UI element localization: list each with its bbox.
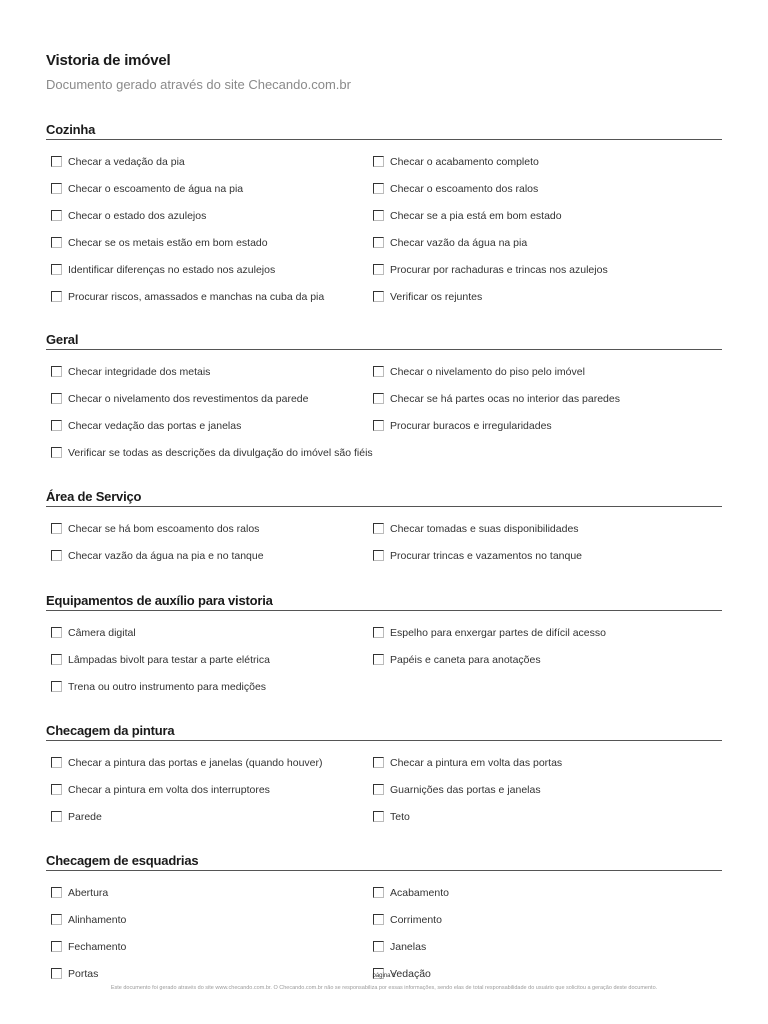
checklist-item[interactable] (46, 256, 368, 283)
checkbox[interactable] (373, 210, 384, 221)
checkbox[interactable] (51, 393, 62, 404)
section-heading: Área de Serviço (46, 489, 722, 507)
checklist-item[interactable] (368, 229, 722, 256)
section-area-de-servico (46, 489, 722, 569)
checklist-item-label: Procurar riscos, amassados e manchas na cuba da pia (68, 290, 325, 303)
checklist-item[interactable] (46, 542, 368, 569)
checklist-item-label: Checar se há partes ocas no interior das paredes (390, 392, 620, 405)
checklist-item-label: Parede (68, 810, 102, 823)
checklist-item[interactable] (368, 148, 722, 175)
checklist-item-label: Papéis e caneta para anotações (390, 653, 541, 666)
section-heading: Equipamentos de auxílio para vistoria (46, 593, 722, 611)
checklist-item-label: Checar se a pia está em bom estado (390, 209, 562, 222)
checkbox[interactable] (373, 420, 384, 431)
checklist-item-label: Fechamento (68, 940, 127, 953)
checkbox[interactable] (373, 757, 384, 768)
checklist-item[interactable] (46, 515, 368, 542)
checklist-item-label: Checar se os metais estão em bom estado (68, 236, 268, 249)
checklist-item[interactable] (368, 646, 722, 673)
checkbox[interactable] (373, 784, 384, 795)
checkbox[interactable] (51, 914, 62, 925)
checkbox[interactable] (373, 887, 384, 898)
checklist-item-label: Checar o acabamento completo (390, 155, 539, 168)
checkbox[interactable] (373, 264, 384, 275)
checklist-item-label: Checar vazão da água na pia (390, 236, 528, 249)
checklist-item[interactable] (368, 358, 722, 385)
checkbox[interactable] (51, 156, 62, 167)
section-heading: Checagem de esquadrias (46, 853, 722, 871)
checklist-item-label: Janelas (390, 940, 427, 953)
checklist-item[interactable] (46, 906, 368, 933)
checkbox[interactable] (51, 291, 62, 302)
checklist (46, 515, 722, 569)
section-heading: Checagem da pintura (46, 723, 722, 741)
checklist-item-label: Corrimento (390, 913, 442, 926)
checklist-item-label: Checar o nivelamento do piso pelo imóvel (390, 365, 585, 378)
checklist-item-label: Checar o nivelamento dos revestimentos da parede (68, 392, 309, 405)
checklist-item[interactable] (368, 542, 722, 569)
checklist-item[interactable] (46, 439, 373, 466)
checklist-item[interactable] (46, 385, 368, 412)
checkbox[interactable] (373, 237, 384, 248)
checklist-item-label: Verificar os rejuntes (390, 290, 483, 303)
checkbox[interactable] (373, 393, 384, 404)
checklist-item-label: Verificar se todas as descrições da divulgação do imóvel são fiéis (68, 446, 373, 459)
checkbox[interactable] (373, 366, 384, 377)
checklist-item[interactable] (46, 283, 368, 310)
checklist (46, 879, 722, 987)
checklist-item[interactable] (46, 879, 368, 906)
checklist-item[interactable] (46, 749, 368, 776)
checklist-item-label: Alinhamento (68, 913, 127, 926)
checklist (46, 749, 722, 830)
checklist-item-label: Checar a pintura em volta das portas (390, 756, 563, 769)
checkbox[interactable] (51, 811, 62, 822)
checkbox[interactable] (373, 627, 384, 638)
checkbox[interactable] (51, 681, 62, 692)
checkbox[interactable] (51, 757, 62, 768)
checklist-item[interactable] (368, 412, 722, 439)
checklist-item-label: Checar o escoamento de água na pia (68, 182, 244, 195)
checklist-item[interactable] (46, 148, 368, 175)
checkbox[interactable] (373, 914, 384, 925)
section-cozinha (46, 122, 722, 310)
checklist-item[interactable] (46, 803, 368, 830)
checklist-item-label: Checar o estado dos azulejos (68, 209, 207, 222)
checkbox[interactable] (51, 784, 62, 795)
checklist-item[interactable] (46, 412, 368, 439)
checklist-item[interactable] (46, 673, 368, 700)
checklist-item[interactable] (46, 619, 368, 646)
checklist-item[interactable] (368, 803, 722, 830)
checklist-item-label: Abertura (68, 886, 109, 899)
checklist-item-label: Lâmpadas bivolt para testar a parte elétrica (68, 653, 270, 666)
checkbox[interactable] (373, 550, 384, 561)
section-geral (46, 332, 722, 466)
checkbox[interactable] (51, 550, 62, 561)
checkbox[interactable] (373, 941, 384, 952)
checklist-item-label: Checar a pintura das portas e janelas (quando houver) (68, 756, 323, 769)
checklist-item-label: Checar a pintura em volta dos interruptores (68, 783, 270, 796)
checklist-item[interactable] (368, 283, 722, 310)
section-checagem-esquadrias (46, 853, 722, 987)
checklist-item-label: Checar a vedação da pia (68, 155, 185, 168)
checkbox[interactable] (51, 183, 62, 194)
checklist-item-label: Câmera digital (68, 626, 136, 639)
checklist-item-label: Teto (390, 810, 410, 823)
checklist-item[interactable] (368, 619, 722, 646)
checklist-item-label: Espelho para enxergar partes de difícil acesso (390, 626, 606, 639)
checklist-item-label: Checar se há bom escoamento dos ralos (68, 522, 260, 535)
page-subtitle: Documento gerado através do site Checando.com.br (46, 77, 351, 92)
checkbox[interactable] (373, 811, 384, 822)
checklist-item[interactable] (46, 175, 368, 202)
checklist-item[interactable] (368, 175, 722, 202)
checklist-item-label: Acabamento (390, 886, 449, 899)
checklist-item-label: Checar o escoamento dos ralos (390, 182, 539, 195)
checklist-item[interactable] (368, 385, 722, 412)
checklist-item[interactable] (46, 229, 368, 256)
checkbox[interactable] (373, 291, 384, 302)
checklist-item[interactable] (368, 515, 722, 542)
checklist-item[interactable] (46, 646, 368, 673)
checklist-item[interactable] (368, 933, 722, 960)
checklist-item-label: Checar vedação das portas e janelas (68, 419, 242, 432)
checklist-item-label: Checar integridade dos metais (68, 365, 211, 378)
checklist-item[interactable] (368, 879, 722, 906)
checkbox[interactable] (373, 183, 384, 194)
checkbox[interactable] (373, 523, 384, 534)
checklist (46, 148, 722, 310)
checklist-item[interactable] (368, 256, 722, 283)
checklist-item-label: Identificar diferenças no estado nos azulejos (68, 263, 276, 276)
footer-disclaimer: Este documento foi gerado através do site www.checando.com.br. O Checando.com.br não se responsabiliza por essas informações, sendo elas de total responsabilidade do usuário que solicitou a geração deste documento. (110, 985, 658, 991)
page-number: página 1 (372, 973, 396, 979)
checkbox[interactable] (51, 420, 62, 431)
checklist-item-label: Checar tomadas e suas disponibilidades (390, 522, 579, 535)
page-title: Vistoria de imóvel (46, 52, 171, 69)
checklist-item-label: Procurar trincas e vazamentos no tanque (390, 549, 583, 562)
checkbox[interactable] (51, 887, 62, 898)
checklist-item-label: Guarnições das portas e janelas (390, 783, 541, 796)
checklist (46, 358, 722, 466)
checklist-item[interactable] (46, 933, 368, 960)
checkbox[interactable] (51, 264, 62, 275)
checklist-item-label: Portas (68, 967, 99, 980)
checkbox[interactable] (51, 237, 62, 248)
section-checagem-pintura (46, 723, 722, 830)
checkbox[interactable] (51, 366, 62, 377)
checklist-item[interactable] (46, 358, 368, 385)
checklist-item-label: Vedação (390, 967, 431, 980)
checkbox[interactable] (51, 654, 62, 665)
checkbox[interactable] (51, 447, 62, 458)
checklist-item[interactable] (368, 202, 722, 229)
checkbox[interactable] (373, 654, 384, 665)
checklist (46, 619, 722, 700)
section-heading: Cozinha (46, 122, 722, 140)
checkbox[interactable] (51, 941, 62, 952)
checkbox[interactable] (373, 156, 384, 167)
checklist-item[interactable] (368, 749, 722, 776)
checklist-item-label: Procurar por rachaduras e trincas nos azulejos (390, 263, 608, 276)
section-equipamentos (46, 593, 722, 700)
checkbox[interactable] (51, 523, 62, 534)
checkbox[interactable] (51, 210, 62, 221)
checklist-item-label: Procurar buracos e irregularidades (390, 419, 552, 432)
section-heading: Geral (46, 332, 722, 350)
checklist-item[interactable] (368, 776, 722, 803)
checklist-item-label: Trena ou outro instrumento para medições (68, 680, 267, 693)
checkbox[interactable] (51, 627, 62, 638)
checklist-item[interactable] (46, 776, 368, 803)
checklist-item-label: Checar vazão da água na pia e no tanque (68, 549, 264, 562)
checklist-item[interactable] (368, 906, 722, 933)
checklist-item[interactable] (46, 202, 368, 229)
